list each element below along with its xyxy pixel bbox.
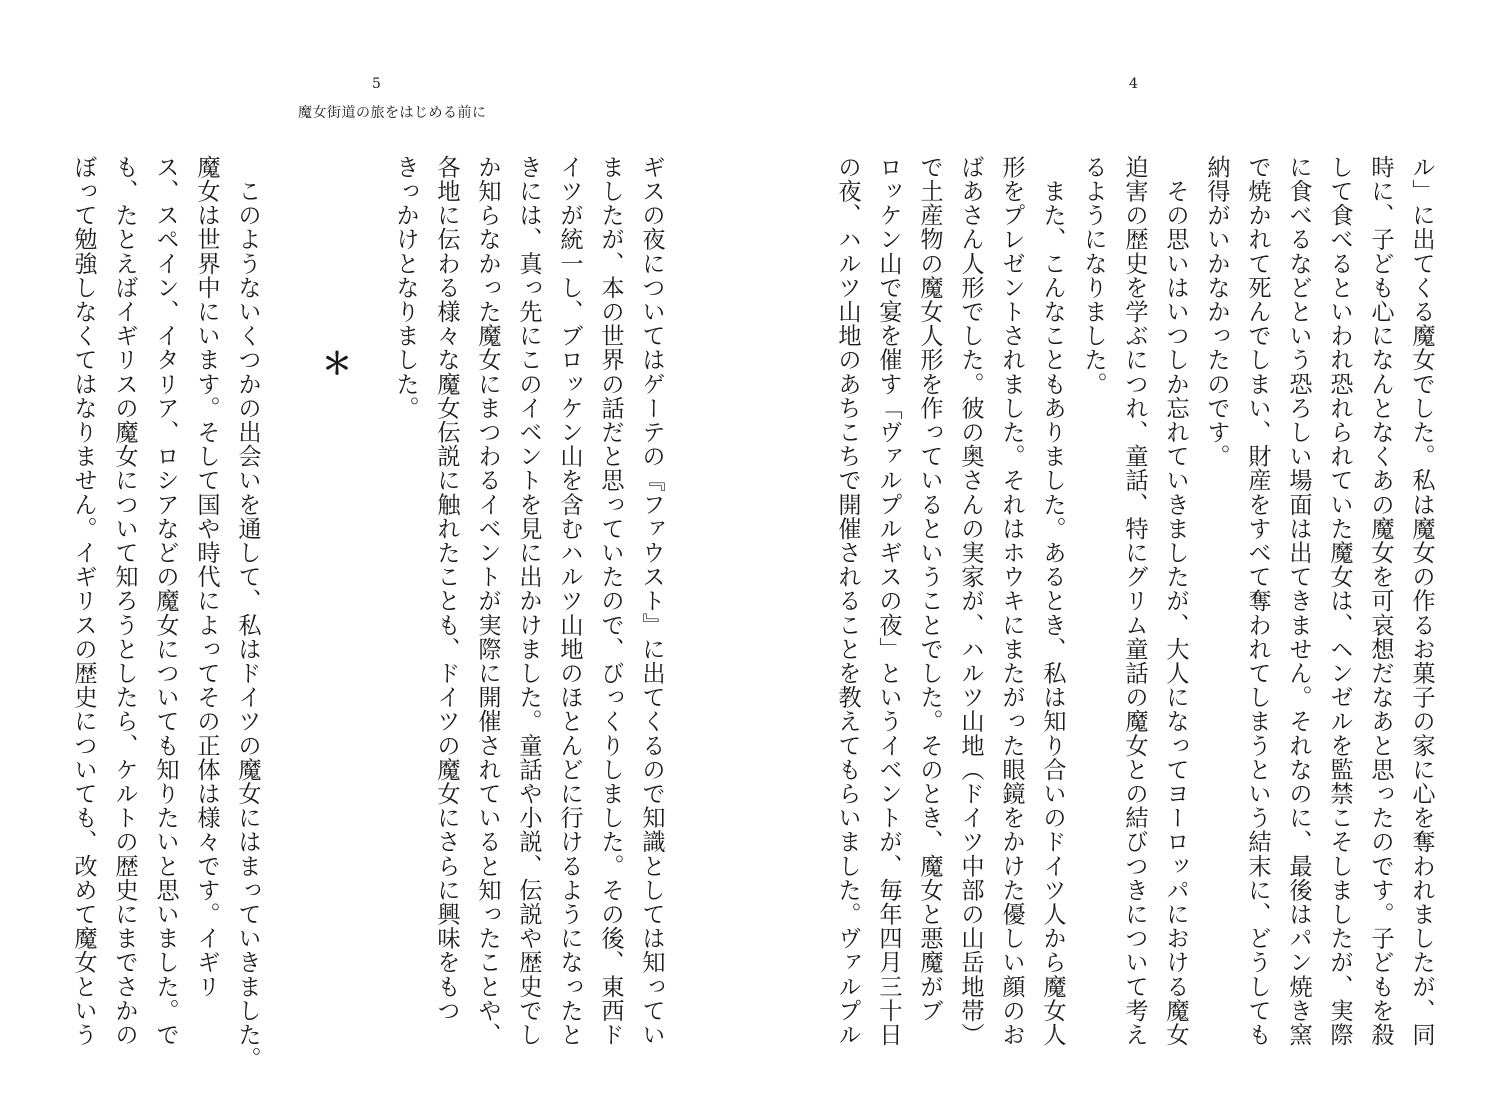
right-page-number: 4 bbox=[1129, 76, 1138, 92]
text-column-line: きには、真っ先にこのイベントを見に出かけました。童話や小説、伝説や歴史でし bbox=[515, 155, 542, 1047]
section-break-asterisk: ＊ bbox=[322, 347, 352, 382]
text-column-line: か知らなかった魔女にまつわるイベントが実際に開催されていると知ったことや、 bbox=[474, 155, 501, 1047]
text-column-line: その思いはいつしか忘れていきましたが、大人になってヨーロッパにおける魔女 bbox=[1162, 155, 1189, 1047]
text-column-line: また、こんなこともありました。あるとき、私は知り合いのドイツ人から魔女人 bbox=[1039, 155, 1066, 1047]
text-column-line: に食べるなどという恐ろしい場面は出てきません。それなのに、最後はパン焼き窯 bbox=[1285, 155, 1312, 1047]
left-page-number: 5 bbox=[372, 76, 381, 92]
text-column-line: 迫害の歴史を学ぶにつれ、童話、特にグリム童話の魔女との結びつきについて考え bbox=[1121, 155, 1148, 1047]
right-page-body bbox=[834, 155, 1442, 1047]
text-column-line: るようになりました。 bbox=[1080, 155, 1107, 396]
text-column-line: ぼって勉強しなくてはなりません。イギリスの歴史についても、改めて魔女という bbox=[70, 155, 97, 1047]
text-column-line: ス、スペイン、イタリア、ロシアなどの魔女についても知りたいと思いました。で bbox=[152, 155, 179, 1047]
text-column-line: イツが統一し、ブロッケン山を含むハルツ山地のほとんどに行けるようになったと bbox=[556, 155, 583, 1047]
text-column-line: して食べるといわれ恐れられていた魔女は、ヘンゼルを監禁こそしましたが、実際 bbox=[1326, 155, 1353, 1047]
text-column-line: 時に、子ども心になんとなくあの魔女を可哀想だなあと思ったのです。子どもを殺 bbox=[1367, 155, 1394, 1047]
text-column-line: で焼かれて死んでしまい、財産をすべて奪われてしまうという結末に、どうしても bbox=[1244, 155, 1271, 1047]
text-column-line: で土産物の魔女人形を作っているということでした。そのとき、魔女と悪魔がブ bbox=[916, 155, 943, 1023]
text-column-line: ばあさん人形でした。彼の奥さんの実家が、ハルツ山地（ドイツ中部の山岳地帯） bbox=[957, 155, 984, 1047]
text-column-line: ギスの夜についてはゲーテの『ファウスト』に出てくるので知識としては知ってい bbox=[638, 155, 665, 1047]
left-page-body-before-break bbox=[392, 155, 672, 1047]
text-column-line: きっかけとなりました。 bbox=[392, 155, 419, 421]
left-page-body-after-break bbox=[70, 155, 268, 1071]
text-column-line: ル」に出てくる魔女でした。私は魔女の作るお菓子の家に心を奪われましたが、同 bbox=[1408, 155, 1435, 1047]
text-column-line: 各地に伝わる様々な魔女伝説に触れたことも、ドイツの魔女にさらに興味をもつ bbox=[433, 155, 460, 1023]
running-head: 魔女街道の旅をはじめる前に bbox=[298, 105, 487, 121]
text-column-line: ましたが、本の世界の話だと思っていたので、びっくりしました。その後、東西ド bbox=[597, 155, 624, 1047]
text-column-line: このようないくつかの出会いを通して、私はドイツの魔女にはまっていきました。 bbox=[234, 155, 261, 1071]
text-column-line: ロッケン山で宴を催す「ヴァルプルギスの夜」というイベントが、毎年四月三十日 bbox=[875, 155, 902, 1047]
text-column-line: 納得がいかなかったのです。 bbox=[1203, 155, 1230, 469]
text-column-line: 魔女は世界中にいます。そして国や時代によってその正体は様々です。イギリ bbox=[193, 155, 220, 999]
text-column-line: の夜、ハルツ山地のあちこちで開催されることを教えてもらいました。ヴァルプル bbox=[834, 155, 861, 1047]
text-column-line: も、たとえばイギリスの魔女について知ろうとしたら、ケルトの歴史にまでさかの bbox=[111, 155, 138, 1047]
text-column-line: 形をプレゼントされました。それはホウキにまたがった眼鏡をかけた優しい顔のお bbox=[998, 155, 1025, 1047]
